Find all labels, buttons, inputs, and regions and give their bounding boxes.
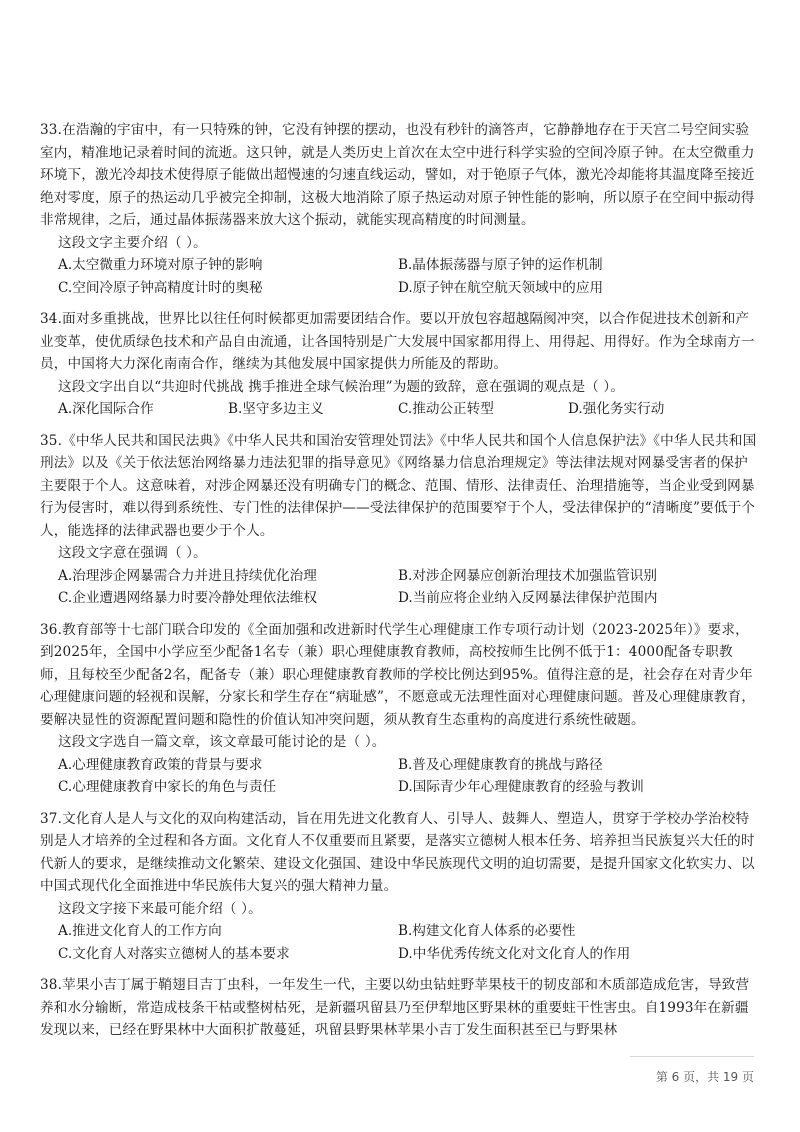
option-a: A.深化国际合作 <box>58 401 154 417</box>
options <box>40 754 760 799</box>
option-b: B.晶体振荡器与原子钟的运作机制 <box>398 257 603 273</box>
option-a: A.太空微重力环境对原子钟的影响 <box>58 257 263 273</box>
page-number: 第 6 页，共 19 页 <box>655 1070 754 1084</box>
option-d: D.原子钟在航空航天领域中的应用 <box>398 279 604 296</box>
question-number: 35. <box>40 432 63 449</box>
question-36 <box>40 619 760 799</box>
option-c: C.推动公正转型 <box>398 401 494 417</box>
options <box>40 254 760 299</box>
question-35 <box>40 430 760 610</box>
question-37 <box>40 808 760 966</box>
option-c: C.企业遭遇网络暴力时要冷静处理依法维权 <box>58 590 317 606</box>
option-c: C.心理健康教育中家长的角色与责任 <box>58 779 277 795</box>
option-a: A.治理涉企网暴需合力并进且持续优化治理 <box>58 567 317 584</box>
option-c: C.空间冷原子钟高精度计时的奥秘 <box>58 279 263 296</box>
options <box>40 920 760 965</box>
question-33 <box>40 119 760 299</box>
option-b: B.对涉企网暴应创新治理技术加强监管识别 <box>398 567 657 584</box>
options <box>40 565 760 610</box>
option-d: D.国际青少年心理健康教育的经验与教训 <box>398 779 644 795</box>
question-text: 面对多重挑战，世界比以往任何时候都更加需要团结合作。要以开放包容超越隔阂冲突，以合作促进技术创新和产业变革，使优质绿色技术和产品自由流通，让各国特别是广大发展中国家都用得上、用得起、用得好。作为全球南方一员，中国将大力深化南南合作，继续为其他发展中国家提供力所能及的帮助。 <box>40 311 755 372</box>
question-34 <box>40 308 760 421</box>
option-d: D.当前应将企业纳入反网暴法律保护范围内 <box>398 590 658 606</box>
option-b: B.构建文化育人体系的必要性 <box>398 923 576 939</box>
footer-divider <box>630 1056 754 1057</box>
option-b: B.普及心理健康教育的挑战与路径 <box>398 756 603 773</box>
option-d: D.中华优秀传统文化对文化育人的作用 <box>398 945 631 962</box>
question-number: 38. <box>40 977 63 993</box>
option-a: A.推进文化育人的工作方向 <box>58 923 222 939</box>
question-38 <box>40 974 760 1042</box>
options <box>40 398 760 421</box>
question-prompt: 这段文字出自以“共迎时代挑战 携手推进全球气候治理”为题的致辞，意在强调的观点是（ ）。 <box>58 378 625 395</box>
option-b: B.坚守多边主义 <box>228 401 324 417</box>
option-d: D.强化务实行动 <box>568 401 665 417</box>
question-text: 苹果小吉丁属于鞘翅目吉丁虫科，一年发生一代，主要以幼虫钻蛀野苹果枝干的韧皮部和木质部造成危害，导致营养和水分输断，常造成枝条干枯或整树枯死，是新疆巩留县乃至伊犁地区野果林的重要蛀干性害虫。自1993年在新疆发现以来，已经在野果林中大面积扩散蔓延，巩留县野果林苹果小吉丁发生面积甚至已与野果林 <box>40 977 750 1038</box>
question-text: 在浩瀚的宇宙中，有一只特殊的钟，它没有钟摆的摆动，也没有秒针的滴答声，它静静地存在于天宫二号空间实验室内，精准地记录着时间的流逝。这只钟，就是人类历史上首次在太空中进行科学实验的空间冷原子钟。在太空微重力环境下，激光冷却技术使得原子能做出超慢速的匀速直线运动，譬如，对于铯原子气体，激光冷却能将其温度降至接近绝对零度，原子的热运动几乎被完全抑制，这极大地消除了原子热运动对原子钟性能的影响，所以原子在空间中振动得非常规律，之后，通过晶体振荡器来放大这个振动，就能实现高精度的时间测量。 <box>40 122 755 228</box>
question-text: 教育部等十七部门联合印发的《全面加强和改进新时代学生心理健康工作专项行动计划（2023-2025年）》要求，到2025年，全国中小学应至少配备1名专（兼）职心理健康教育教师，高校按师生比例不低于1：4000配备专职教师，且每校至少配备2名，配备专（兼）职心理健康教育教师的学校比例达到95%。值得注意的是，社会存在对青少年心理健康问题的轻视和误解，分家长和学生存在“病耻感”，不愿意或无法理性面对心理健康问题。普及心理健康教育，要解决显性的资源配置问题和隐性的价值认知冲突问题，须从教育生态重构的高度进行系统性破题。 <box>40 621 756 728</box>
question-prompt: 这段文字主要介绍（ ）。 <box>58 234 207 251</box>
question-number: 33. <box>40 122 63 138</box>
question-prompt: 这段文字接下来最可能介绍（ ）。 <box>58 900 262 917</box>
question-list <box>40 119 760 1051</box>
option-c: C.文化育人对落实立德树人的基本要求 <box>58 945 290 962</box>
question-number: 37. <box>40 810 63 827</box>
question-prompt: 这段文字选自一篇文章，该文章最可能讨论的是（ ）。 <box>58 734 386 750</box>
question-prompt: 这段文字意在强调（ ）。 <box>58 545 207 561</box>
question-text: 《中华人民共和国民法典》《中华人民共和国治安管理处罚法》《中华人民共和国个人信息保护法》《中华人民共和国刑法》以及《关于依法惩治网络暴力违法犯罪的指导意见》《网络暴力信息治理规定》等法律法规对网暴受害者的保护主要限于个人。这意味着，对涉企网暴还没有明确专门的概念、范围、情形、法律责任、治理措施等，当企业受到网暴行为侵害时，难以得到系统性、专门性的法律保护——受法律保护的范围要窄于个人，受法律保护的“清晰度”要低于个人，能选择的法律武器也要少于个人。 <box>40 432 757 539</box>
question-text: 文化育人是人与文化的双向构建活动，旨在用先进文化教育人、引导人、鼓舞人、塑造人，贯穿于学校办学治校特别是人才培养的全过程和各方面。文化育人不仅重要而且紧要，是落实立德树人根本任务、培养担当民族复兴大任的时代新人的要求，是继续推动文化繁荣、建设文化强国、建设中华民族现代文明的迫切需要，是提升国家文化软实力、以中国式现代化全面推进中华民族伟大复兴的强大精神力量。 <box>40 810 755 894</box>
question-number: 36. <box>40 621 63 638</box>
option-a: A.心理健康教育政策的背景与要求 <box>58 756 263 773</box>
question-number: 34. <box>40 311 63 327</box>
